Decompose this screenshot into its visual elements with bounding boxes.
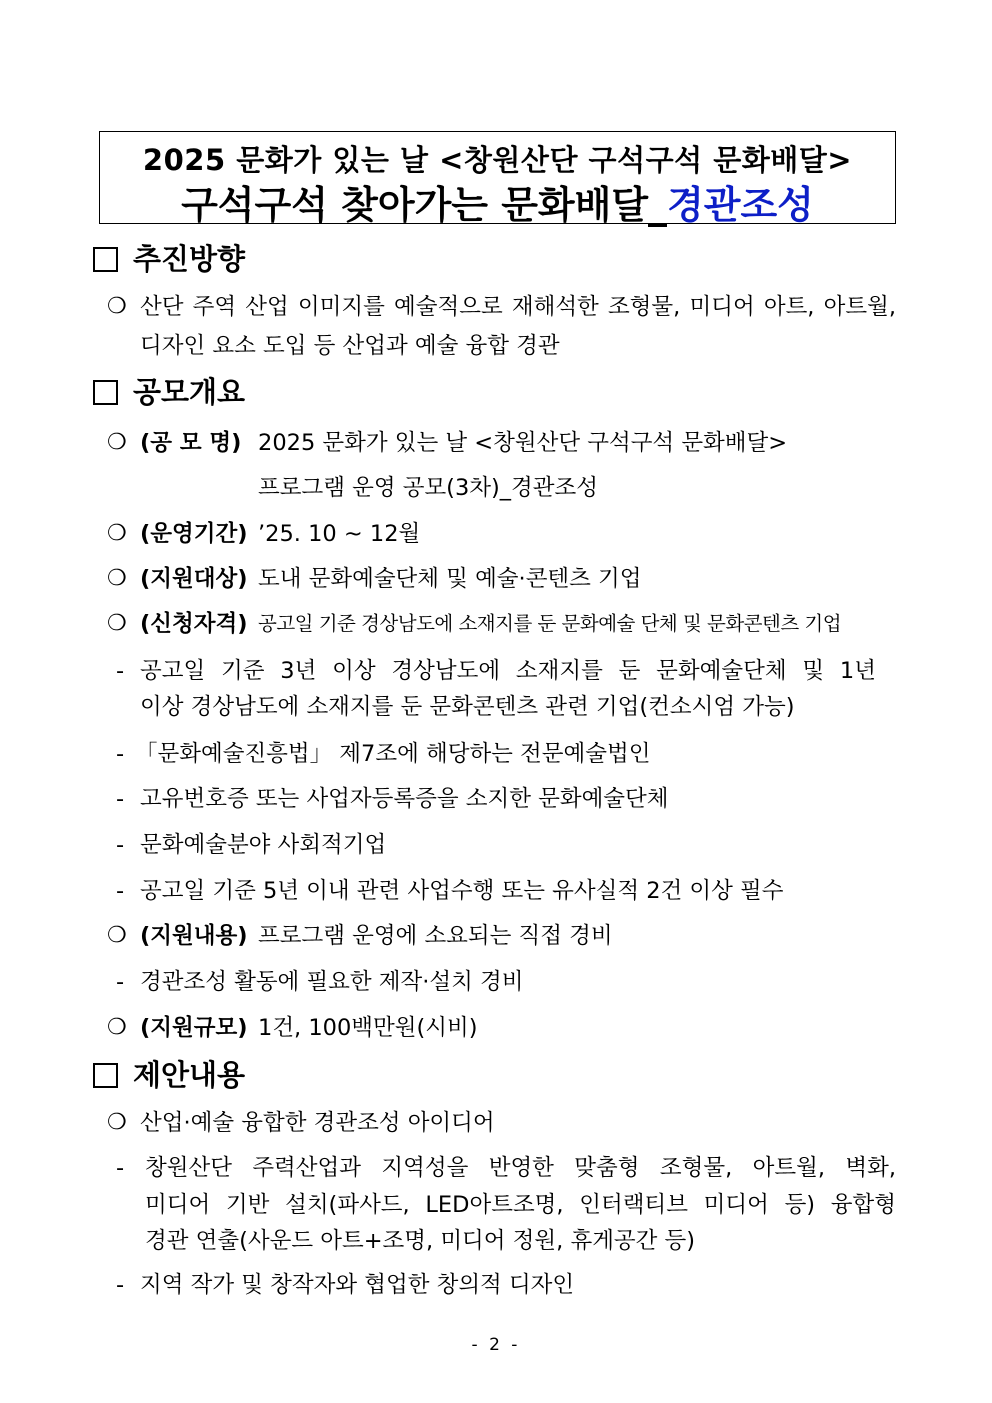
period-value: ’25. 10 ~ 12월 (258, 521, 421, 547)
dash-icon: - (116, 741, 125, 767)
qualification-value: 공고일 기준 경상남도에 소재지를 둔 문화예술 단체 및 문화콘텐츠 기업 (258, 612, 842, 635)
direction-line-2: 디자인 요소 도입 등 산업과 예술 융합 경관 (140, 333, 560, 359)
bullet-icon: ❍ (107, 923, 127, 948)
section-heading-overview: 공모개요 (93, 374, 245, 410)
support-content-value: 프로그램 운영에 소요되는 직접 경비 (258, 923, 613, 949)
qualification-item-5: 공고일 기준 5년 이내 관련 사업수행 또는 유사실적 2건 이상 필수 (140, 878, 784, 904)
dash-icon: - (116, 658, 125, 684)
qualification-item-4: 문화예술분야 사회적기업 (140, 832, 387, 858)
bullet-icon: ❍ (107, 1015, 127, 1040)
support-scale-value: 1건, 100백만원(시비) (258, 1015, 478, 1041)
label-support-scale: (지원규모) (140, 1015, 248, 1041)
dash-icon: - (116, 1272, 125, 1298)
label-target: (지원대상) (140, 566, 248, 592)
qualification-item-3: 고유번호증 또는 사업자등록증을 소지한 문화예술단체 (140, 786, 669, 812)
label-support-content: (지원내용) (140, 923, 248, 949)
direction-line-1: 산단 주역 산업 이미지를 예술적으로 재해석한 조형물, 미디어 아트, 아트월, (140, 294, 896, 320)
qualification-item-2: 「문화예술진흥법」 제7조에 해당하는 전문예술법인 (135, 741, 651, 767)
title-line-1: 2025 문화가 있는 날 <창원산단 구석구석 문화배달> (142, 143, 853, 177)
support-content-item-1: 경관조성 활동에 필요한 제작·설치 경비 (140, 969, 524, 995)
bullet-icon: ❍ (107, 521, 127, 546)
proposal-item-1-line-2: 미디어 기반 설치(파사드, LED아트조명, 인터랙티브 미디어 등) 융합형 (145, 1192, 896, 1218)
title-accent: 경관조성 (667, 183, 814, 227)
bullet-icon: ❍ (107, 430, 127, 455)
dash-icon: - (116, 969, 125, 995)
page-number: - 2 - (471, 1335, 521, 1355)
bullet-icon: ❍ (107, 566, 127, 591)
target-value: 도내 문화예술단체 및 예술·콘텐츠 기업 (258, 566, 642, 592)
proposal-item-2: 지역 작가 및 창작자와 협업한 창의적 디자인 (140, 1272, 575, 1298)
section-heading-proposal: 제안내용 (93, 1057, 245, 1093)
bullet-icon: ❍ (107, 1110, 127, 1135)
label-qualification: (신청자격) (140, 611, 248, 637)
dash-icon: - (116, 832, 125, 858)
contest-name-line-2: 프로그램 운영 공모(3차)_경관조성 (258, 475, 598, 501)
title-main: 구석구석 찾아가는 문화배달_ (181, 183, 668, 227)
dash-icon: - (116, 786, 125, 812)
bullet-icon: ❍ (107, 611, 127, 636)
proposal-item-1-line-3: 경관 연출(사운드 아트+조명, 미디어 정원, 휴게공간 등) (145, 1228, 696, 1254)
qualification-item-1-line-1: 공고일 기준 3년 이상 경상남도에 소재지를 둔 문화예술단체 및 1년 (140, 658, 876, 684)
contest-name-line-1: 2025 문화가 있는 날 <창원산단 구석구석 문화배달> (258, 430, 788, 456)
bullet-icon: ❍ (107, 294, 127, 319)
checkbox-icon (93, 380, 118, 405)
checkbox-icon (93, 247, 118, 272)
proposal-bullet-1: 산업·예술 융합한 경관조성 아이디어 (140, 1110, 495, 1136)
title-line-2 (100, 174, 895, 229)
dash-icon: - (116, 1155, 125, 1181)
checkbox-icon (93, 1063, 118, 1088)
label-period: (운영기간) (140, 521, 248, 547)
section-heading-direction: 추진방향 (93, 241, 245, 277)
proposal-item-1-line-1: 창원산단 주력산업과 지역성을 반영한 맞춤형 조형물, 아트월, 벽화, (145, 1155, 896, 1181)
label-contest-name: (공 모 명) (140, 430, 242, 456)
title-box (99, 131, 896, 227)
qualification-item-1-line-2: 이상 경상남도에 소재지를 둔 문화콘텐츠 관련 기업(컨소시엄 가능) (140, 694, 795, 720)
dash-icon: - (116, 878, 125, 904)
